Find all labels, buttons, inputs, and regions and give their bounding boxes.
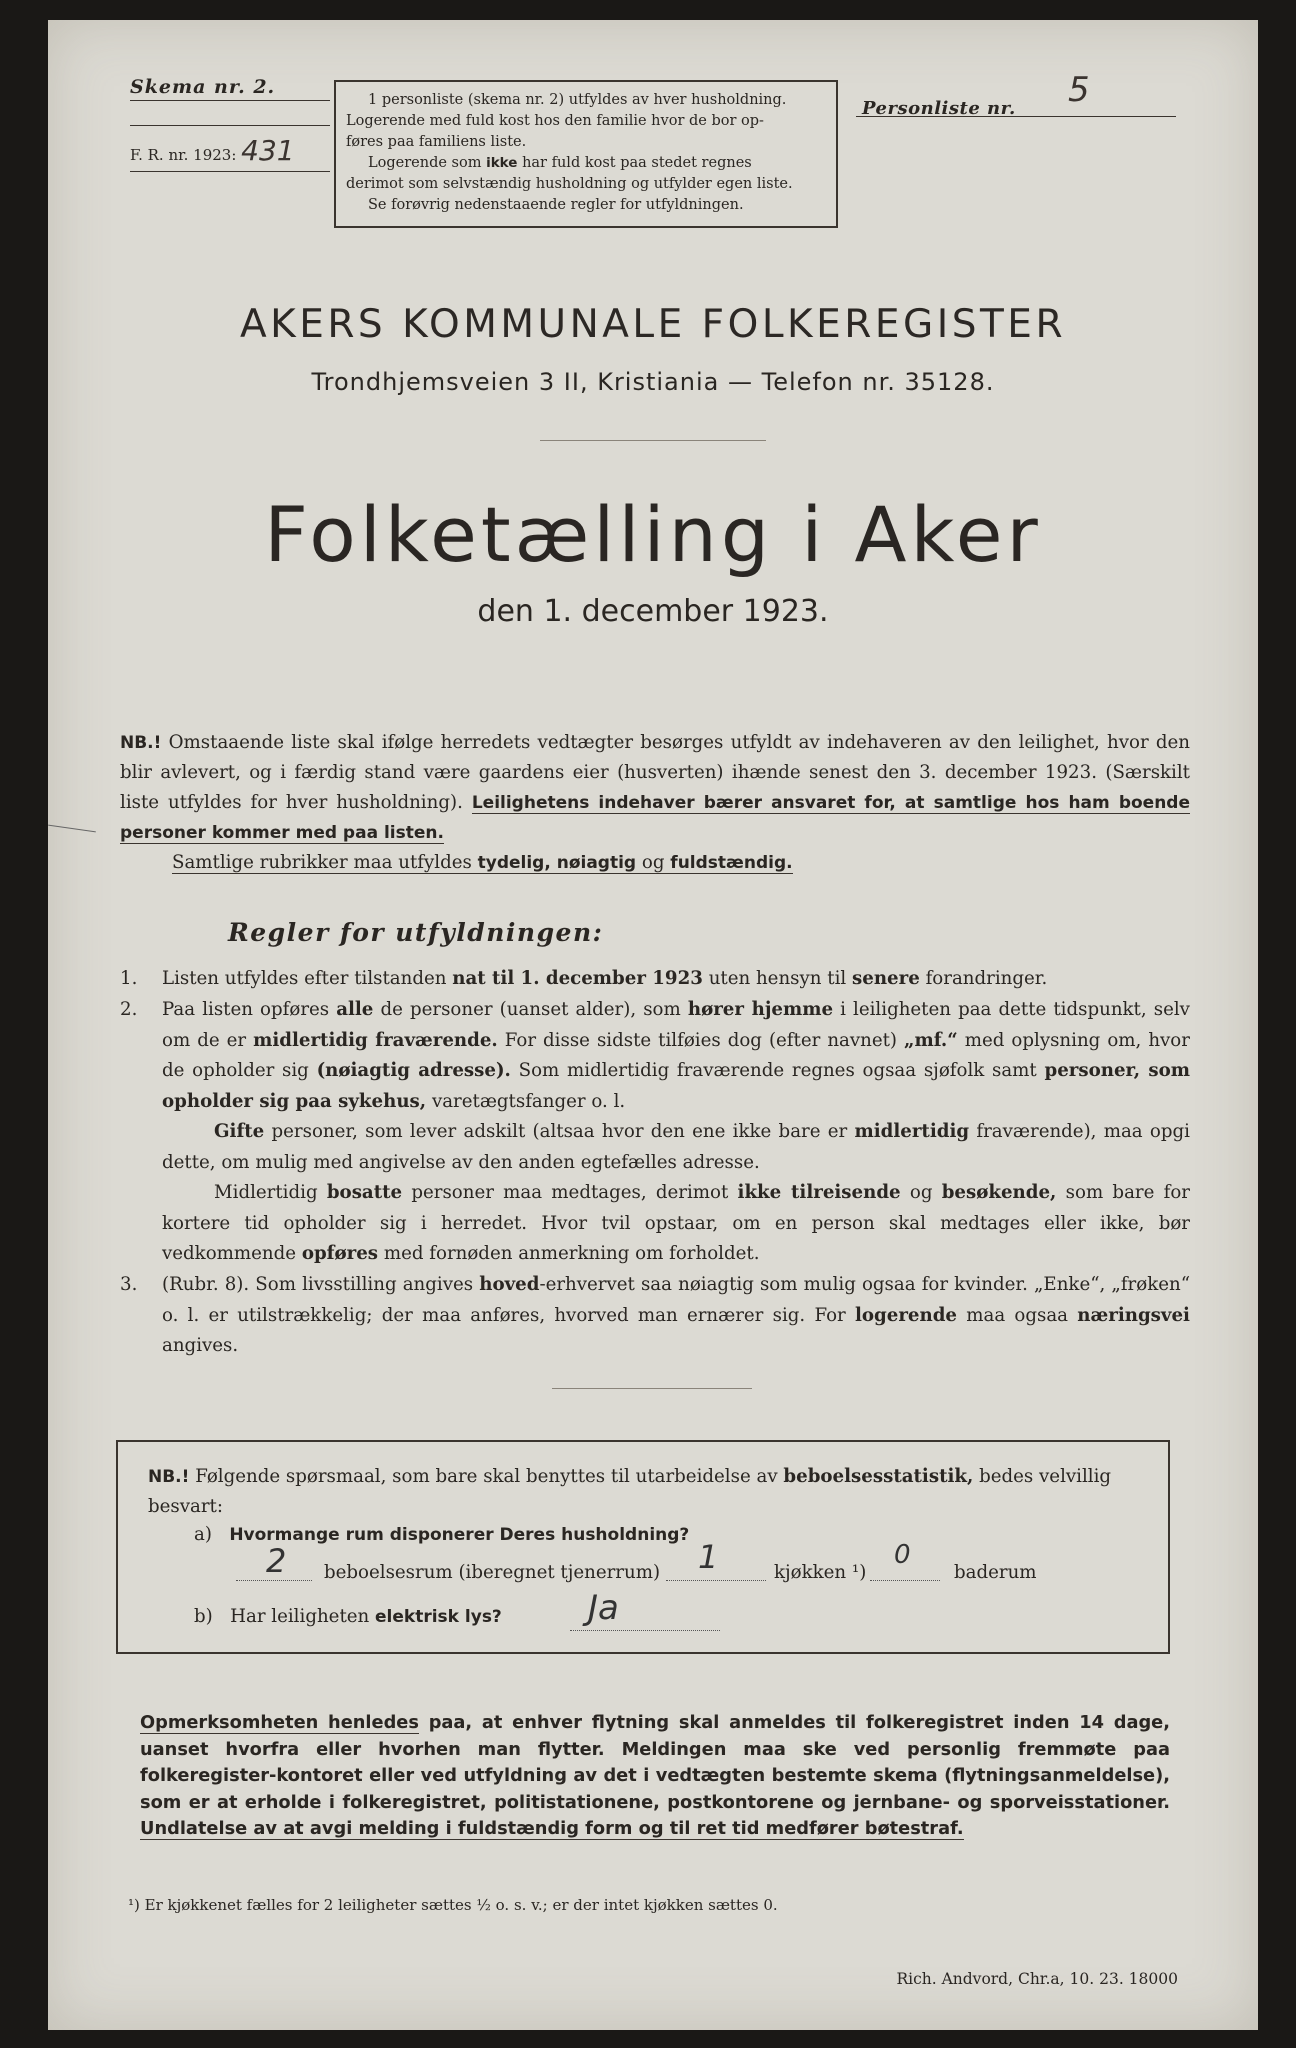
divider: [552, 1388, 752, 1389]
kitchen-dots: [666, 1580, 766, 1581]
organization-address: Trondhjemsveien 3 II, Kristiania — Telefon nr. 35128.: [311, 368, 995, 396]
moving-notice: Opmerksomheten henledes paa, at enhver flytning skal anmeldes til folkeregistret inden 14 dage, uanset hvorfra eller hvorhen man flytter. Meldingen maa ske ved personlig fremmøte paa folkeregister-kontoret eller ved utfyldning av det i vedtægten bestemte skema (flytningsanmeldelse), som er at erholde i folkeregistret, politistationene, postkontorene og jernbane- og sporveisstationer. Undlatelse av at avgi melding i fuldstændig form og til ret tid medfører bøtestraf.: [140, 1712, 1170, 1839]
census-date: den 1. december 1923.: [477, 594, 829, 629]
housing-statistics-box: [116, 1440, 1170, 1654]
bath-value-handwritten: 0: [894, 1540, 911, 1570]
nb-instructions: [120, 728, 1190, 878]
electric-dots: [570, 1630, 720, 1631]
paper-mark: [48, 825, 96, 833]
census-form-page: [48, 20, 1258, 2030]
nb-label: NB.!: [120, 733, 162, 753]
printer-imprint: Rich. Andvord, Chr.a, 10. 23. 18000: [896, 1970, 1178, 1988]
footnote: ¹) Er kjøkkenet fælles for 2 leiligheter sættes ½ o. s. v.; er der intet kjøkken sættes 0.: [128, 1896, 778, 1914]
rule-2-temporary: Midlertidig bosatte personer maa medtages, derimot ikke tilreisende og besøkende, som bare for kortere tid opholder sig i herredet. Hvor tvil opstaar, om en person skal medtages eller ikke, bør vedkommende opføres med fornøden anmerkning om forholdet.: [162, 1182, 1190, 1264]
rooms-dots: [236, 1580, 312, 1581]
nb-fill-all: Samtlige rubrikker maa utfyldes tydelig, nøiagtig og fuldstændig.: [172, 852, 793, 873]
rule-2: 2. Paa listen opføres alle de personer (uanset alder), som hører hjemme i leiligheten paa dette tidspunkt, selv om de er midlertidig fraværende. For disse sidste tilføies dog (efter navnet) „mf.“ med oplysning om, hvor de opholder sig (nøiagtig adresse). Som midlertidig fraværende regnes ogsaa sjøfolk samt personer, som opholder sig paa sykehus, varetægtsfanger o. l. Gifte personer, som lever adskilt (altsaa hvor den ene ikke bare er midlertidig fraværende), maa opgi dette, om mulig med angivelse av den anden egtefælles adresse. Midlertidig bosatte personer maa medtages, derimot ikke tilreisende og besøkende, som bare for kortere tid opholder sig i herredet. Hvor tvil opstaar, om en person skal medtages eller ikke, bør vedkommende opføres med fornøden anmerkning om forholdet.: [120, 995, 1190, 1270]
note-line-4: Logerende som ikke har fuld kost paa stedet regnes: [368, 155, 752, 171]
skema-number: Skema nr. 2.: [130, 76, 330, 101]
kitchen-value-handwritten: 1: [698, 1538, 719, 1576]
rooms-value-handwritten: 2: [266, 1542, 287, 1580]
divider: [540, 440, 766, 441]
housing-intro: NB.! Følgende spørsmaal, som bare skal benyttes til utarbeidelse av beboelsesstatistik, bedes velvillig besvart:: [148, 1466, 1112, 1517]
note-line-2: Logerende med fuld kost hos den familie hvor de bor op-: [346, 113, 764, 129]
personliste-label: Personliste nr.: [862, 98, 1016, 119]
fr-label: F. R. nr. 1923:: [130, 146, 237, 164]
note-line-6: Se forøvrig nedenstaaende regler for utfyldningen.: [368, 197, 744, 213]
electric-value-handwritten: Ja: [588, 1588, 619, 1628]
personliste-field: [856, 70, 1176, 119]
rule-2-married: Gifte personer, som lever adskilt (altsaa hvor den ene ikke bare er midlertidig fraværende), maa opgi dette, om mulig med angivelse av den anden egtefælles adresse.: [162, 1121, 1190, 1173]
note-line-5: derimot som selvstændig husholdning og utfylder egen liste.: [346, 176, 793, 192]
nb-responsibility: Leilighetens indehaver bærer ansvaret for, at samtlige hos ham boende personer kommer med paa listen.: [120, 793, 1190, 843]
fr-value-handwritten: 431: [241, 134, 295, 167]
rule-1: 1. Listen utfyldes efter tilstanden nat til 1. december 1923 uten hensyn til senere forandringer.: [120, 968, 1048, 989]
nb-text: Omstaaende liste skal ifølge herredets vedtægter besørges utfyldt av indehaveren av den leilighet, hvor den blir avlevert, og i færdig stand være gaardens eier (husverten) ihænde senest den 3. december 1923. (Særskilt liste utfyldes for hver husholdning).: [120, 732, 1190, 813]
page-title: Folketælling i Aker: [264, 490, 1042, 579]
question-a: a) Hvormange rum disponerer Deres husholdning?: [194, 1524, 690, 1545]
fr-number-field: [130, 125, 330, 172]
question-b: b) Har leiligheten elektrisk lys?: [194, 1606, 502, 1627]
rooms-label: beboelsesrum (iberegnet tjenerrum): [324, 1562, 661, 1583]
form-id-block: [130, 76, 330, 172]
rules-heading: Regler for utfyldningen:: [228, 918, 604, 947]
personliste-value-handwritten: 5: [1068, 70, 1090, 110]
household-note-box: [334, 80, 838, 228]
rule-3: 3. (Rubr. 8). Som livsstilling angives hoved-erhvervet saa nøiagtig som mulig ogsaa for kvinder. „Enke“, „frøken“ o. l. er utilstrækkelig; der maa anføres, hvorved man ernærer sig. For logerende maa ogsaa næringsvei angives.: [120, 1274, 1190, 1356]
note-line-1: 1 personliste (skema nr. 2) utfyldes av hver husholdning.: [368, 92, 787, 108]
organization-name: AKERS KOMMUNALE FOLKEREGISTER: [239, 302, 1067, 347]
kitchen-label: kjøkken ¹): [774, 1562, 867, 1583]
bath-dots: [870, 1580, 940, 1581]
note-line-3: føres paa familiens liste.: [346, 134, 527, 150]
bath-label: baderum: [954, 1562, 1037, 1583]
